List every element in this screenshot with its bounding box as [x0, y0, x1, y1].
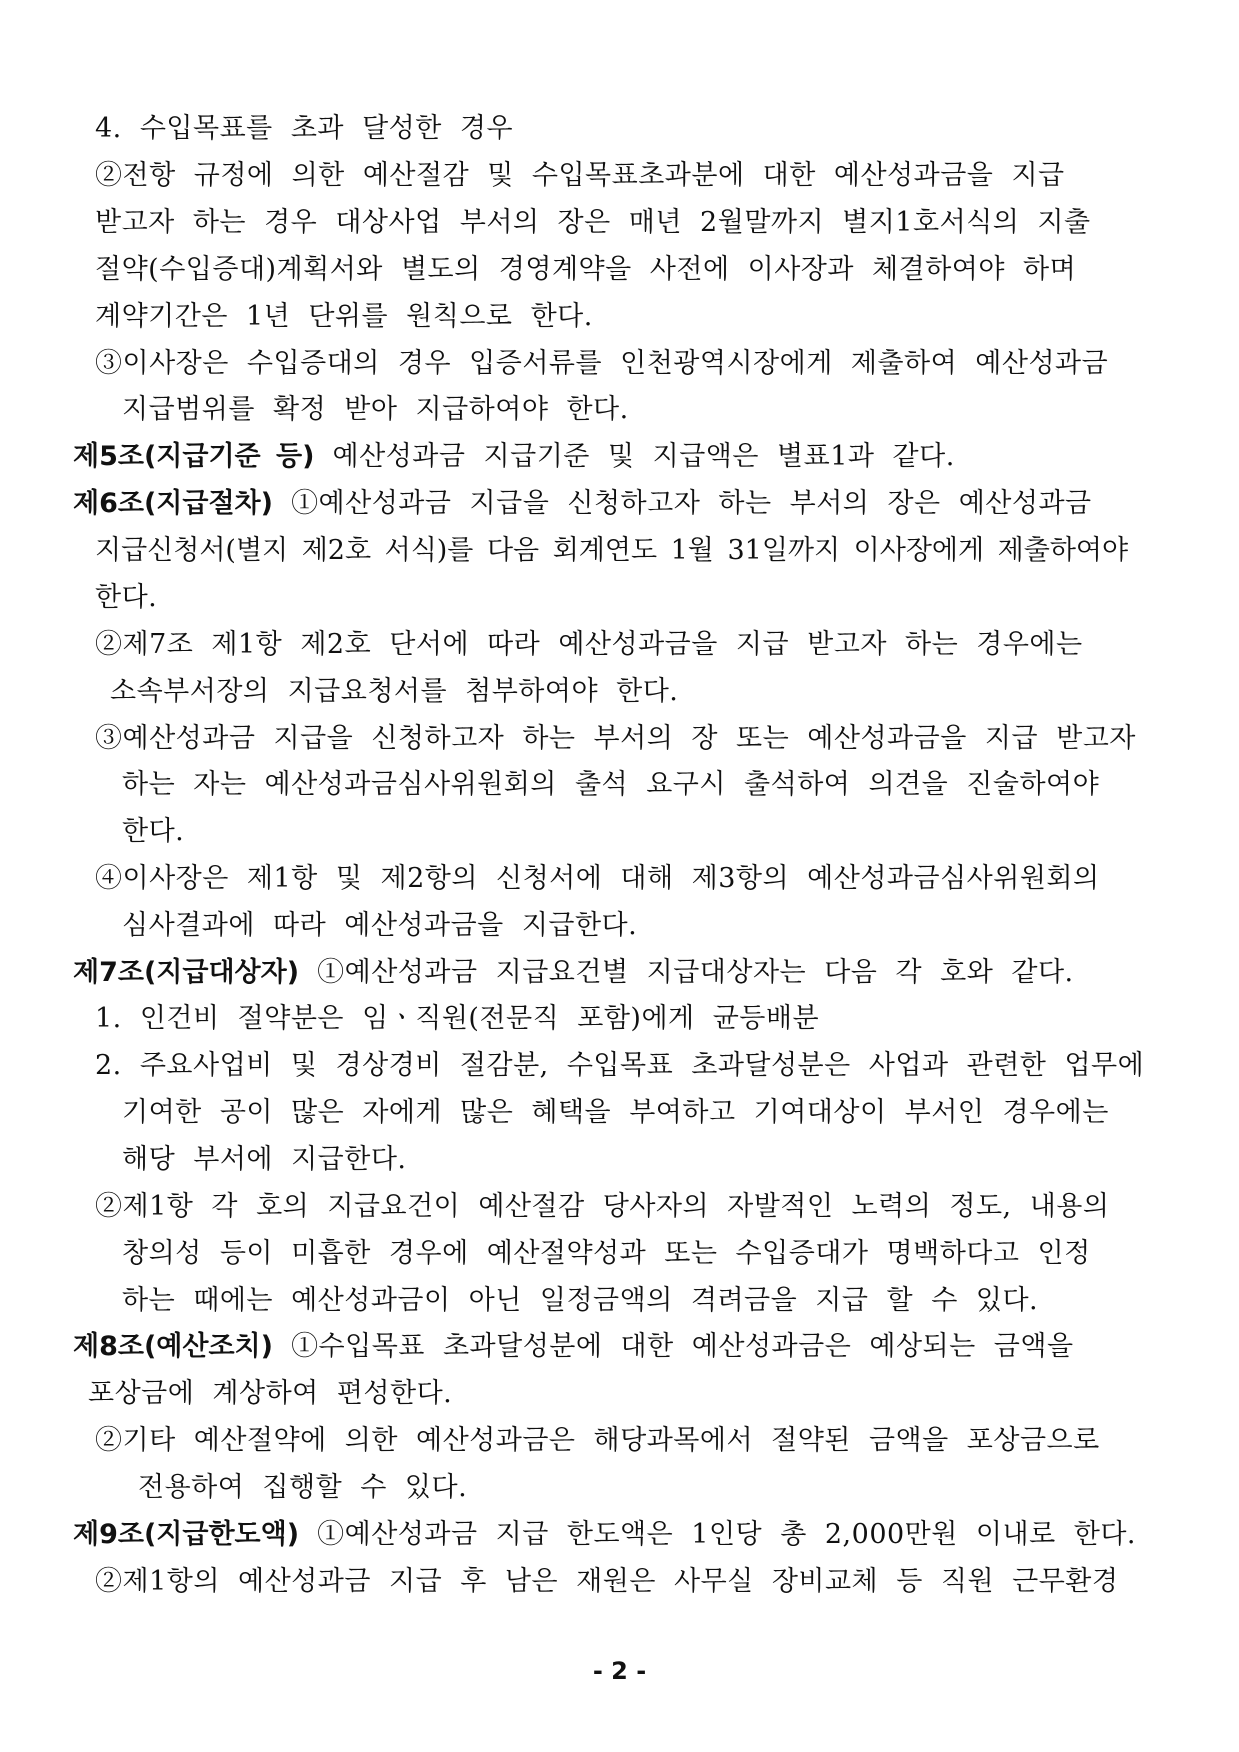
article-heading: 제7조(지급대상자) [73, 957, 300, 988]
text-line: 하는 때에는 예산성과금이 아닌 일정금액의 격려금을 지급 할 수 있다. [122, 1285, 1039, 1316]
text-line: 절약(수입증대)계획서와 별도의 경영계약을 사전에 이사장과 체결하여야 하며 [95, 254, 1077, 285]
text-line: ②제7조 제1항 제2호 단서에 따라 예산성과금을 지급 받고자 하는 경우에는 [95, 629, 1083, 660]
text-line: ①예산성과금 지급 한도액은 1인당 총 2,000만원 이내로 한다. [317, 1519, 1136, 1550]
text-line: 한다. [122, 816, 185, 847]
text-line: 심사결과에 따라 예산성과금을 지급한다. [122, 910, 638, 941]
text-line: 지급신청서(별지 제2호 서식)를 다음 회계연도 1월 31일까지 이사장에게 제출하여야 [95, 535, 1129, 566]
text-line: ④이사장은 제1항 및 제2항의 신청서에 대해 제3항의 예산성과금심사위원회의 [95, 863, 1100, 894]
text-line: 하는 자는 예산성과금심사위원회의 출석 요구시 출석하여 의견을 진술하여야 [122, 769, 1100, 800]
text-line: 기여한 공이 많은 자에게 많은 혜택을 부여하고 기여대상이 부서인 경우에는 [122, 1097, 1109, 1128]
article-5 [73, 437, 955, 477]
page-number: - 2 - [592, 1657, 647, 1685]
article-8 [73, 1327, 1074, 1367]
article-9 [73, 1515, 1136, 1555]
text-line: ②제1항 각 호의 지급요건이 예산절감 당사자의 자발적인 노력의 정도, 내용의 [95, 1191, 1110, 1222]
text-line: ①예산성과금 지급요건별 지급대상자는 다음 각 호와 같다. [317, 957, 1074, 988]
text-line: 포상금에 계상하여 편성한다. [88, 1378, 453, 1409]
text-line: ③이사장은 수입증대의 경우 입증서류를 인천광역시장에게 제출하여 예산성과금 [95, 348, 1109, 379]
article-heading: 제9조(지급한도액) [73, 1519, 300, 1550]
text-line: ②전항 규정에 의한 예산절감 및 수입목표초과분에 대한 예산성과금을 지급 [95, 160, 1065, 191]
text-line: ①예산성과금 지급을 신청하고자 하는 부서의 장은 예산성과금 [291, 488, 1092, 519]
text-line: 소속부서장의 지급요청서를 첨부하여야 한다. [110, 676, 679, 707]
text-line: 계약기간은 1년 단위를 원칙으로 한다. [95, 301, 593, 332]
text-line: 2. 주요사업비 및 경상경비 절감분, 수입목표 초과달성분은 사업과 관련한 업무에 [95, 1050, 1145, 1081]
text-line: 1. 인건비 절약분은 임ㆍ직원(전문직 포함)에게 균등배분 [95, 1003, 820, 1034]
article-heading: 제8조(예산조치) [73, 1331, 273, 1362]
text-line: ②제1항의 예산성과금 지급 후 남은 재원은 사무실 장비교체 등 직원 근무환경 [95, 1566, 1119, 1597]
text-line: ③예산성과금 지급을 신청하고자 하는 부서의 장 또는 예산성과금을 지급 받고자 [95, 723, 1136, 754]
text-line: 받고자 하는 경우 대상사업 부서의 장은 매년 2월말까지 별지1호서식의 지출 [95, 207, 1091, 238]
text-line: 지급범위를 확정 받아 지급하여야 한다. [122, 394, 629, 425]
text-line: 해당 부서에 지급한다. [122, 1144, 407, 1175]
text-line: 전용하여 집행할 수 있다. [138, 1472, 468, 1503]
text-line: 한다. [95, 582, 158, 613]
article-7 [73, 953, 1074, 993]
text-line: ②기타 예산절약에 의한 예산성과금은 해당과목에서 절약된 금액을 포상금으로 [95, 1425, 1100, 1456]
text-line: ①수입목표 초과달성분에 대한 예산성과금은 예상되는 금액을 [291, 1331, 1074, 1362]
text-line: 창의성 등이 미흡한 경우에 예산절약성과 또는 수입증대가 명백하다고 인정 [122, 1238, 1091, 1269]
article-heading: 제6조(지급절차) [73, 488, 273, 519]
text-line: 예산성과금 지급기준 및 지급액은 별표1과 같다. [332, 441, 955, 472]
article-heading: 제5조(지급기준 등) [73, 441, 315, 472]
text-line: 4. 수입목표를 초과 달성한 경우 [95, 113, 514, 144]
article-6 [73, 484, 1092, 524]
